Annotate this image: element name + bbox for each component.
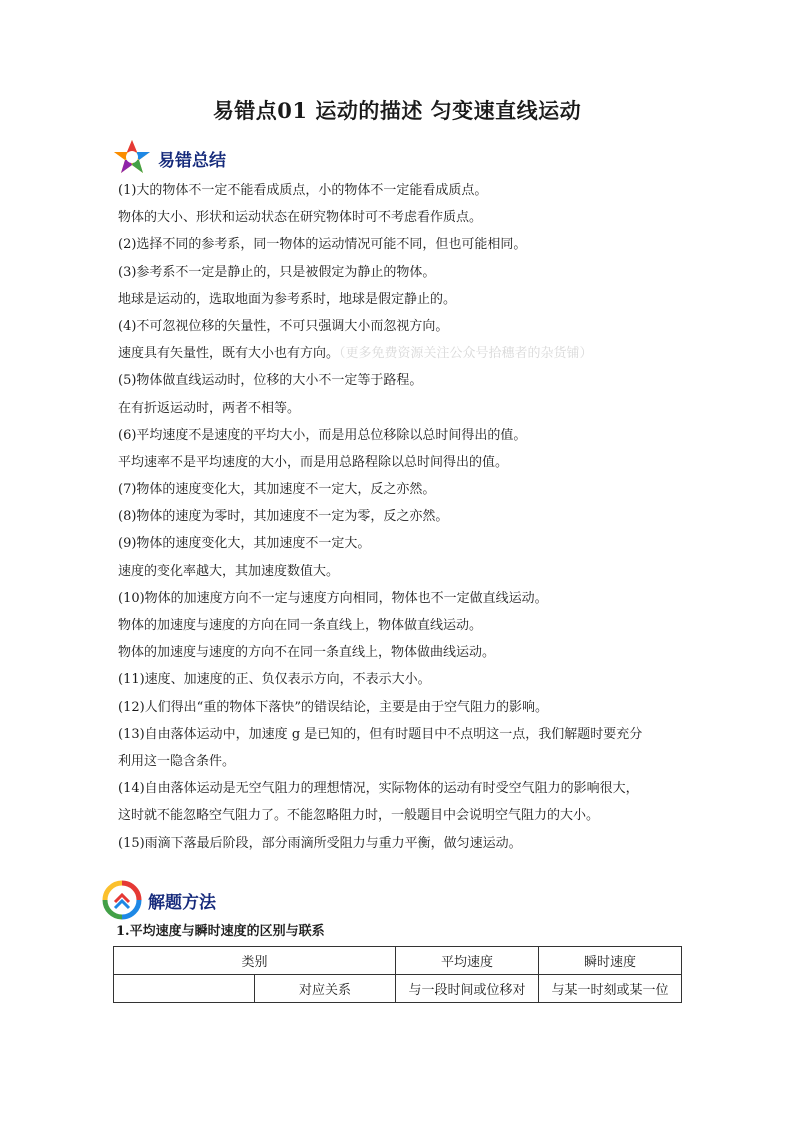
list-item: (11)速度、加速度的正、负仅表示方向，不表示大小。: [118, 672, 431, 688]
table-cell: [114, 975, 255, 1003]
ring-badge-icon: [102, 880, 142, 920]
table-cell: 对应关系: [255, 975, 396, 1003]
table-row: [114, 975, 682, 1003]
subheading: 1.平均速度与瞬时速度的区别与联系: [116, 924, 325, 939]
list-item: 利用这一隐含条件。: [118, 753, 236, 769]
list-item: (7)物体的速度变化大，其加速度不一定大，反之亦然。: [118, 482, 436, 498]
list-item: 物体的加速度与速度的方向不在同一条直线上，物体做曲线运动。: [118, 645, 496, 661]
page-title: 易错点01 运动的描述 匀变速直线运动: [212, 98, 582, 123]
list-item: 物体的加速度与速度的方向在同一条直线上，物体做直线运动。: [118, 618, 483, 633]
list-item: 平均速率不是平均速度的大小，而是用总路程除以总时间得出的值。: [118, 454, 509, 470]
list-item: 速度具有矢量性，既有大小也有方向。（更多免费资源关注公众号拾穗者的杂货铺）: [118, 346, 593, 362]
section-heading-label: 解题方法: [148, 892, 216, 913]
list-item: (14)自由落体运动是无空气阻力的理想情况，实际物体的运动有时受空气阻力的影响很大，: [118, 781, 639, 797]
table-cell: 与一段时间或位移对: [396, 975, 539, 1003]
table-header-row: [114, 947, 682, 975]
header-average-velocity: 平均速度: [396, 947, 539, 975]
list-item: (1)大的物体不一定不能看成质点，小的物体不一定能看成质点。: [118, 183, 488, 198]
list-item: (13)自由落体运动中，加速度 g 是已知的，但有时题目中不点明这一点，我们解题时要充分: [118, 726, 643, 742]
error-summary-list: [118, 177, 688, 857]
list-item: 速度的变化率越大，其加速度数值大。: [118, 563, 340, 579]
section-heading-label: 易错总结: [158, 150, 226, 171]
list-item: (2)选择不同的参考系，同一物体的运动情况可能不同，但也可能相同。: [118, 237, 527, 253]
list-item: (5)物体做直线运动时，位移的大小不一定等于路程。: [118, 373, 423, 389]
list-item: (10)物体的加速度方向不一定与速度方向相同，物体也不一定做直线运动。: [118, 590, 548, 606]
watermark-note: （更多免费资源关注公众号拾穗者的杂货铺）: [339, 346, 593, 362]
header-instantaneous-velocity: 瞬时速度: [539, 947, 682, 975]
list-item: (4)不可忽视位移的矢量性，不可只强调大小而忽视方向。: [118, 318, 449, 334]
table-cell: 与某一时刻或某一位: [539, 975, 682, 1003]
list-item: 在有折返运动时，两者不相等。: [118, 400, 301, 416]
list-item: 这时就不能忽略空气阻力了。不能忽略阻力时，一般题目中会说明空气阻力的大小。: [118, 808, 600, 824]
list-item: (6)平均速度不是速度的平均大小，而是用总位移除以总时间得出的值。: [118, 427, 527, 443]
list-item: (3)参考系不一定是静止的，只是被假定为静止的物体。: [118, 264, 436, 280]
section-heading-methods: [102, 880, 216, 920]
list-item: 地球是运动的，选取地面为参考系时，地球是假定静止的。: [118, 291, 457, 307]
star-badge-icon: [112, 138, 152, 178]
list-item: 物体的大小、形状和运动状态在研究物体时可不考虑看作质点。: [118, 210, 483, 226]
list-item: (15)雨滴下落最后阶段，部分雨滴所受阻力与重力平衡，做匀速运动。: [118, 835, 522, 851]
velocity-comparison-table: [113, 946, 682, 1003]
list-item: (8)物体的速度为零时，其加速度不一定为零，反之亦然。: [118, 509, 449, 525]
list-item: (12)人们得出“重的物体下落快”的错误结论，主要是由于空气阻力的影响。: [118, 699, 548, 715]
header-category: 类别: [114, 947, 396, 975]
section-heading-errors: [112, 138, 226, 178]
list-item: (9)物体的速度变化大，其加速度不一定大。: [118, 536, 371, 552]
